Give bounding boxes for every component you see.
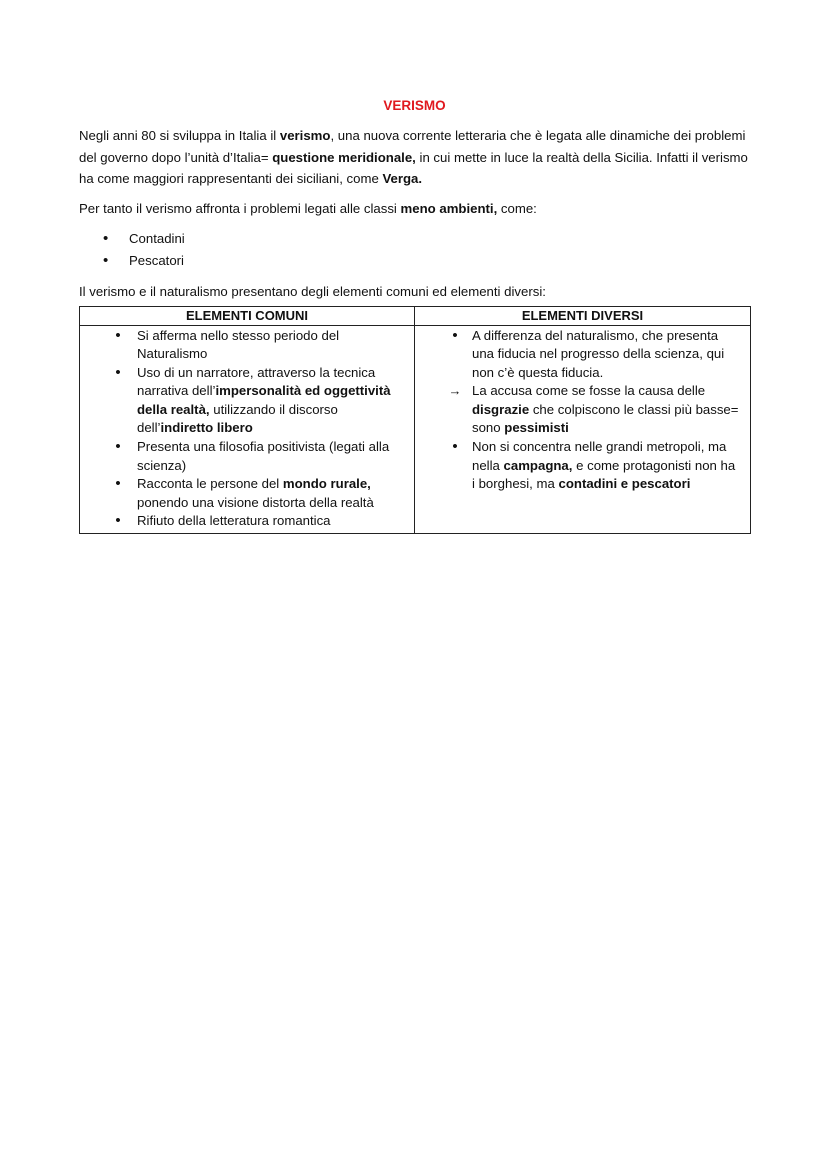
intro-paragraph bbox=[79, 125, 750, 190]
list-item: • Rifiuto della letteratura romantica bbox=[80, 512, 414, 531]
intro-bold-verismo: verismo bbox=[279, 128, 331, 143]
bullet-icon: • bbox=[452, 326, 458, 344]
list-item: • Non si concentra nelle grandi metropoli, ma nella campagna, e come protagonisti non ha i borghesi, ma contadini e pescatori bbox=[415, 438, 750, 494]
intro-text-3: in cui mette in luce la realtà della Sicilia. Infatti il verismo ha come maggiori rappresentanti dei siciliani, come bbox=[79, 149, 748, 186]
bullet-icon: • bbox=[115, 326, 121, 344]
document-page bbox=[79, 96, 750, 534]
comparison-intro: Il verismo e il naturalismo presentano degli elementi comuni ed elementi diversi: bbox=[79, 284, 546, 299]
intro-text-2: , una nuova corrente letteraria che è legata alle dinamiche dei problemi del governo dopo l’unità d’Italia= bbox=[79, 128, 746, 165]
intro-text-1: Negli anni 80 si sviluppa in Italia il bbox=[79, 128, 280, 143]
intro-bold-questione: questione meridionale, bbox=[272, 149, 416, 165]
list-item: • Contadini bbox=[79, 228, 750, 250]
classes-text-1: Per tanto il verismo affronta i problemi legati alle classi bbox=[79, 200, 401, 216]
list-item: • Uso di un narratore, attraverso la tecnica narrativa dell’impersonalità ed oggettività della realtà, utilizzando il discorso dell’indiretto libero bbox=[80, 364, 414, 438]
bullet-icon: • bbox=[115, 363, 121, 381]
common-elements-cell bbox=[80, 325, 415, 534]
header-elementi-comuni: ELEMENTI COMUNI bbox=[80, 306, 415, 325]
classes-text-2: come: bbox=[497, 200, 537, 216]
list-item: • Racconta le persone del mondo rurale, ponendo una visione distorta della realtà bbox=[80, 475, 414, 512]
intro-bold-verga: Verga. bbox=[382, 171, 423, 186]
bullet-icon: • bbox=[115, 475, 121, 493]
classes-paragraph bbox=[79, 198, 750, 220]
list-item: • Presenta una filosofia positivista (legati alla scienza) bbox=[80, 438, 414, 475]
classes-bold: meno ambienti, bbox=[400, 200, 498, 216]
list-item: → La accusa come se fosse la causa delle disgrazie che colpiscono le classi più basse= sono pessimisti bbox=[415, 382, 750, 438]
different-elements-cell bbox=[415, 325, 751, 534]
list-item: • Pescatori bbox=[79, 250, 750, 272]
list-item: • Si afferma nello stesso periodo del Naturalismo bbox=[80, 327, 414, 364]
list-item: • A differenza del naturalismo, che presenta una fiducia nel progresso della scienza, qui non c’è questa fiducia. bbox=[415, 327, 750, 383]
document-title: VERISMO bbox=[383, 98, 446, 113]
bullet-icon: • bbox=[452, 438, 458, 456]
classes-list bbox=[79, 228, 750, 272]
comparison-table bbox=[79, 306, 751, 535]
header-elementi-diversi: ELEMENTI DIVERSI bbox=[415, 306, 751, 325]
arrow-right-icon: → bbox=[448, 383, 462, 399]
bullet-icon: • bbox=[115, 512, 121, 530]
bullet-icon: • bbox=[115, 438, 121, 456]
